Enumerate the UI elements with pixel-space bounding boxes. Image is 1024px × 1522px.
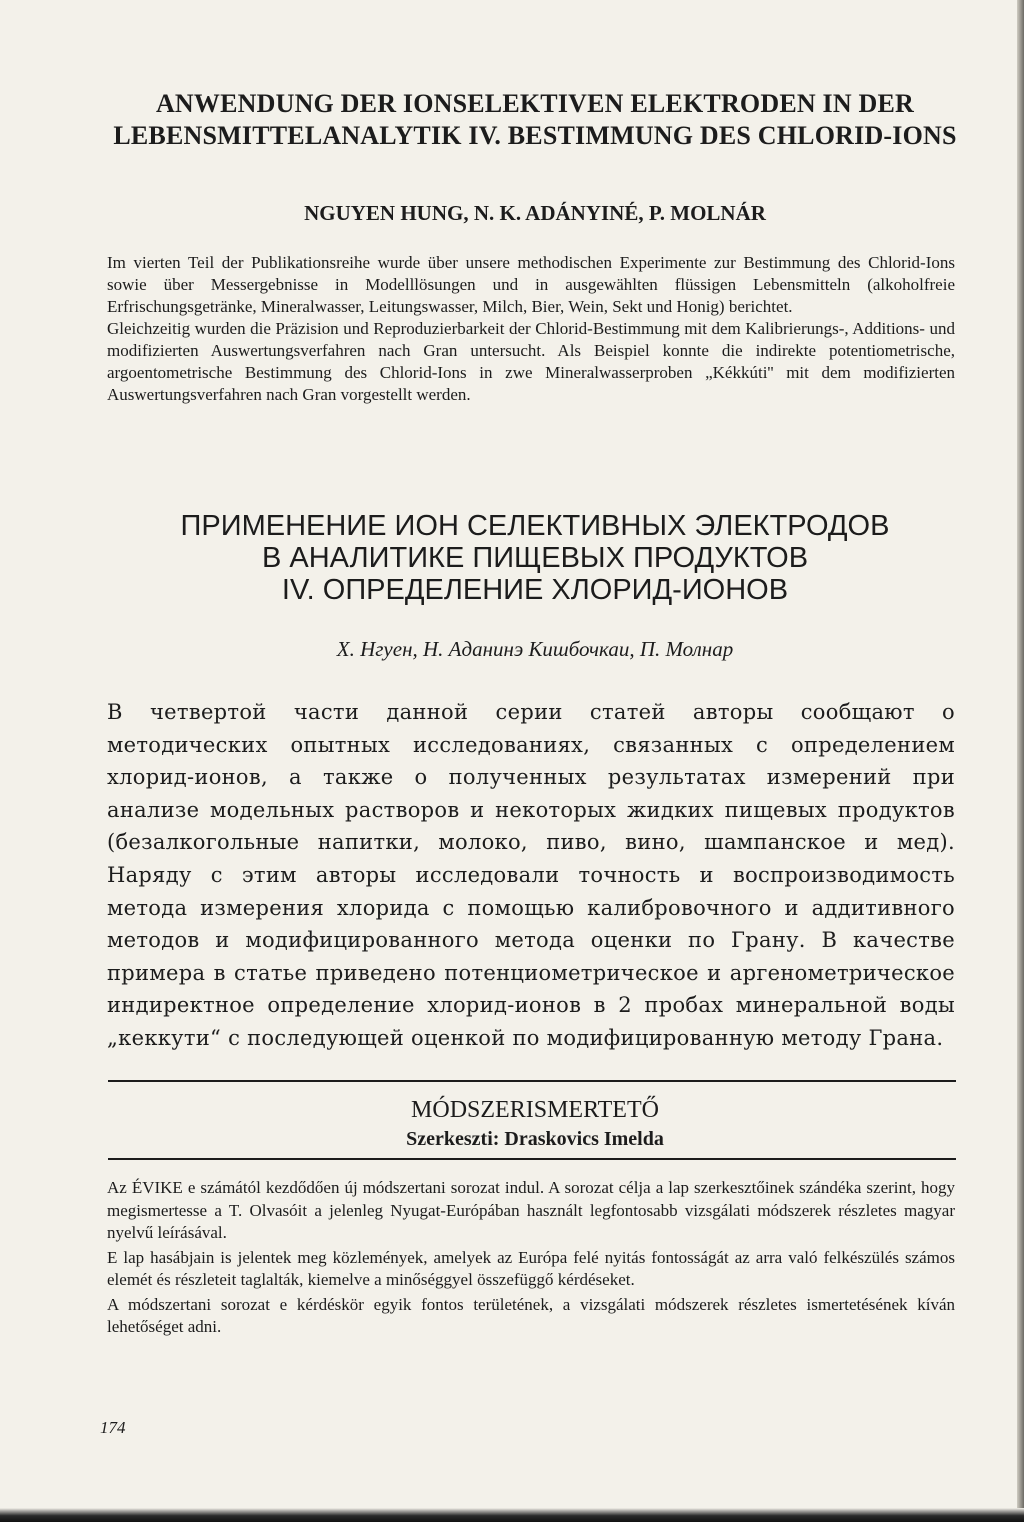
section-divider-bottom bbox=[108, 1158, 956, 1160]
russian-title-line-3: IV. ОПРЕДЕЛЕНИЕ ХЛОРИД-ИОНОВ bbox=[281, 574, 789, 606]
russian-article-title bbox=[110, 510, 960, 606]
intro-paragraph-2: E lap hasábjain is jelentek meg közlemények, amelyek az Európa felé nyitás fontosságát az arra való felkészülés számos elemét és részleteit taglalták, kiemelve a minőséggyel összefüggő kérdéseket. bbox=[107, 1247, 955, 1289]
page-number: 174 bbox=[100, 1418, 126, 1437]
russian-title-line-1: ПРИМЕНЕНИЕ ИОН СЕЛЕКТИВНЫХ ЭЛЕКТРОДОВ bbox=[180, 510, 890, 542]
russian-title-line-2: В АНАЛИТИКЕ ПИЩЕВЫХ ПРОДУКТОВ bbox=[261, 542, 809, 574]
method-section-title: MÓDSZERISMERTETŐ bbox=[411, 1097, 659, 1123]
intro-paragraph-1: Az ÉVIKE e számától kezdődően új módszertani sorozat indul. A sorozat célja a lap szerkesztőinek szándéka szerint, hogy megismertesse a T. Olvasóit a jelenleg Nyugat-Európában használt legfontosabb vizsgálati módszerek részletes magyar nyelvű leírásával. bbox=[107, 1178, 955, 1242]
russian-article-authors: X. Нгуен, Н. Аданинэ Кишбочкаи, П. Молнар bbox=[336, 637, 734, 661]
german-abstract-paragraph-1: Im vierten Teil der Publikationsreihe wurde über unsere methodischen Experimente zur Bestimmung des Chlorid-Ions sowie über Messergebnisse in Modelllösungen und in ausgewählten flüssigen Lebensmitteln (alkoholfreie Erfrischungsgetränke, Mineralwasser, Leitungswasser, Milch, Bier, Wein, Sekt und Honig) berichtet. bbox=[107, 253, 955, 316]
page-bottom-edge-shadow bbox=[0, 1508, 1024, 1522]
section-divider-top bbox=[108, 1080, 956, 1082]
german-abstract-paragraph-2: Gleichzeitig wurden die Präzision und Reproduzierbarkeit der Chlorid-Bestimmung mit dem Kalibrierungs-, Additions- und modifizierten Auswertungsverfahren nach Gran untersucht. Als Beispiel konnte die indirekte potentiometrische, argoentometrische Bestimmung des Chlorid-Ions in zwe Mineralwasserproben „Kékkúti'' mit dem modifizierten Auswertungsverfahren nach Gran vorgestellt werden. bbox=[107, 319, 955, 404]
page-right-edge-shadow bbox=[1017, 0, 1024, 1522]
intro-paragraph-3: A módszertani sorozat e kérdéskör egyik fontos területének, a vizsgálati módszerek részletes ismertetésének kíván lehetőséget adni. bbox=[107, 1294, 955, 1336]
method-section-intro bbox=[107, 1177, 955, 1341]
german-article-authors: NGUYEN HUNG, N. K. ADÁNYINÉ, P. MOLNÁR bbox=[304, 201, 766, 225]
german-abstract bbox=[107, 252, 955, 406]
method-section-editor: Szerkeszti: Draskovics Imelda bbox=[406, 1128, 664, 1150]
german-article-title: ANWENDUNG DER IONSELEKTIVEN ELEKTRODEN IN DER LEBENSMITTELANALYTIK IV. BESTIMMUNG DES CHLORID-IONS bbox=[113, 89, 957, 150]
russian-abstract: В четвертой части данной серии статей авторы сообщают о методических опытных исследованиях, связанных с определением хлорид-ионов, а также о полученных результатах измерений при анализе модельных растворов и некоторых жидких пищевых продуктов (безалкогольные напитки, молоко, пиво, вино, шампанское и мед). Наряду с этим авторы исследовали точность и воспроизводимость метода измерения хлорида с помощью калибровочного и аддитивного методов и модифицированного метода оценки по Грану. В качестве примера в статье приведено потенциометрическое и аргенометрическое индиректное определение хлорид-ионов в 2 пробах минеральной воды „кеккути“ с последующей оценкой по модифицированную методу Грана. bbox=[107, 700, 955, 1050]
